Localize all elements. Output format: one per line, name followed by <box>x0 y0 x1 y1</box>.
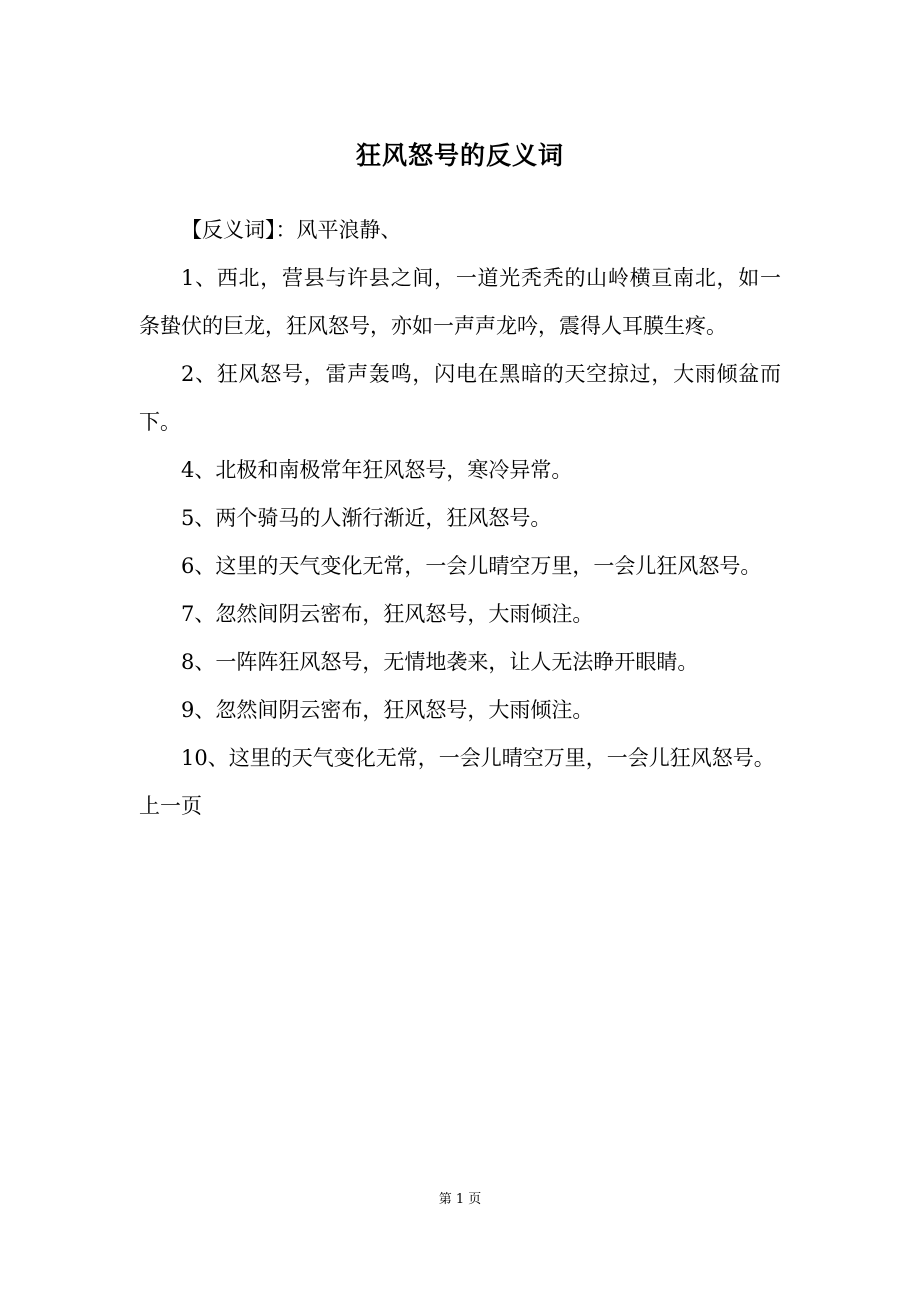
example-sentence-7: 7、忽然间阴云密布，狂风怒号，大雨倾注。 <box>181 602 594 626</box>
example-sentence-1: 1、西北，营县与许县之间，一道光秃秃的山岭横亘南北，如一条蛰伏的巨龙，狂风怒号，亦如一声声龙吟，震得人耳膜生疼。 <box>139 266 781 338</box>
document-title: 狂风怒号的反义词 <box>355 141 564 170</box>
prev-page-link[interactable]: 上一页 <box>139 794 202 818</box>
example-sentence-2: 2、狂风怒号，雷声轰鸣，闪电在黑暗的天空掠过，大雨倾盆而下。 <box>139 362 781 434</box>
example-sentence-4: 4、北极和南极常年狂风怒号，寒冷异常。 <box>181 458 573 482</box>
antonym-line: 【反义词】：风平浪静、 <box>181 218 402 242</box>
example-sentence-9: 9、忽然间阴云密布，狂风怒号，大雨倾注。 <box>181 698 594 722</box>
example-sentence-6: 6、这里的天气变化无常，一会儿晴空万里，一会儿狂风怒号。 <box>181 554 762 578</box>
document-body <box>139 206 781 830</box>
example-sentence-5: 5、两个骑马的人渐行渐近，狂风怒号。 <box>181 506 552 530</box>
example-sentence-10: 10、这里的天气变化无常，一会儿晴空万里，一会儿狂风怒号。 <box>181 746 775 770</box>
prev-page-row <box>139 782 781 830</box>
example-sentence-8: 8、一阵阵狂风怒号，无情地袭来，让人无法睁开眼睛。 <box>181 650 699 674</box>
page-number-footer: 第 1 页 <box>438 1192 482 1207</box>
